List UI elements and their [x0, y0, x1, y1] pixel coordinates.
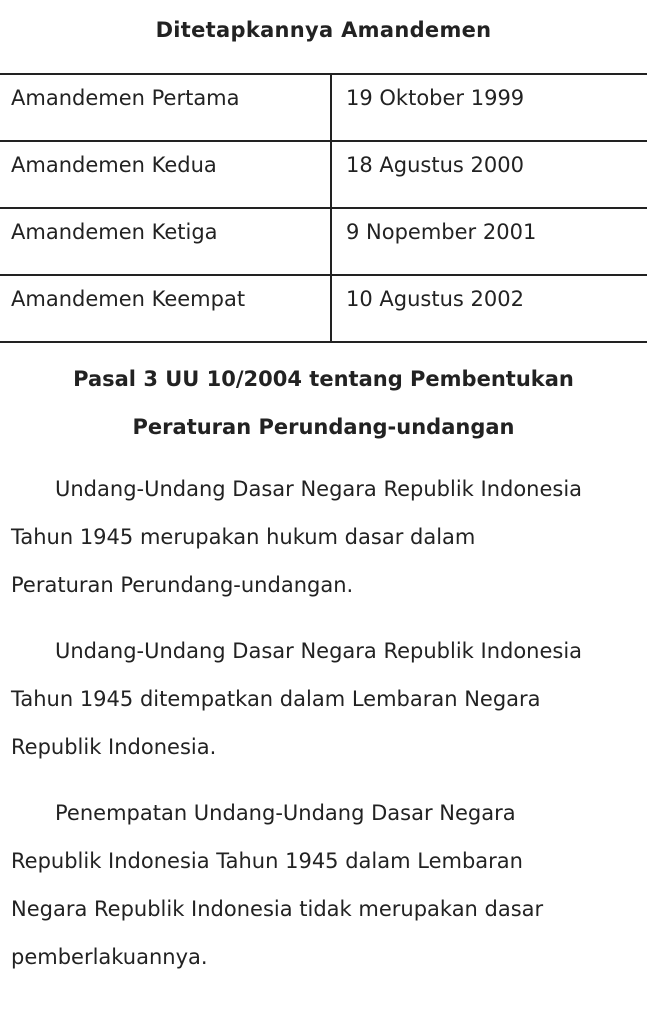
- amendment-name-cell: Amandemen Pertama: [0, 74, 331, 141]
- paragraph: [11, 465, 641, 609]
- paragraph-line: Republik Indonesia.: [11, 735, 217, 759]
- page-title: Ditetapkannya Amandemen: [155, 18, 492, 42]
- amendment-date-cell: 9 Nopember 2001: [331, 208, 647, 275]
- amendment-table: [0, 73, 647, 343]
- paragraph-line: Tahun 1945 merupakan hukum dasar dalam: [11, 525, 476, 549]
- paragraph-line: Penempatan Undang-Undang Dasar Negara: [55, 801, 516, 825]
- amendment-name-cell: Amandemen Keempat: [0, 275, 331, 342]
- paragraph-line: Peraturan Perundang-undangan.: [11, 573, 354, 597]
- paragraph-line: Negara Republik Indonesia tidak merupakan dasar: [11, 897, 544, 921]
- amendment-name-cell: Amandemen Kedua: [0, 141, 331, 208]
- paragraph-line: Republik Indonesia Tahun 1945 dalam Lembaran: [11, 849, 523, 873]
- amendment-date-cell: 19 Oktober 1999: [331, 74, 647, 141]
- section-heading-line: Pasal 3 UU 10/2004 tentang Pembentukan: [73, 367, 574, 391]
- table-row: [0, 74, 647, 141]
- amendment-name-cell: Amandemen Ketiga: [0, 208, 331, 275]
- paragraph-line: Undang-Undang Dasar Negara Republik Indonesia: [55, 639, 583, 663]
- paragraph-line: pemberlakuannya.: [11, 945, 208, 969]
- amendment-date-cell: 18 Agustus 2000: [331, 141, 647, 208]
- paragraph-line: Tahun 1945 ditempatkan dalam Lembaran Negara: [11, 687, 541, 711]
- paragraph: [11, 789, 641, 981]
- section-heading-line: Peraturan Perundang-undangan: [132, 415, 515, 439]
- amendment-date-cell: 10 Agustus 2002: [331, 275, 647, 342]
- table-row: [0, 208, 647, 275]
- table-row: [0, 141, 647, 208]
- table-row: [0, 275, 647, 342]
- section-heading: [0, 355, 647, 451]
- paragraph-line: Undang-Undang Dasar Negara Republik Indonesia: [55, 477, 583, 501]
- paragraph: [11, 627, 641, 771]
